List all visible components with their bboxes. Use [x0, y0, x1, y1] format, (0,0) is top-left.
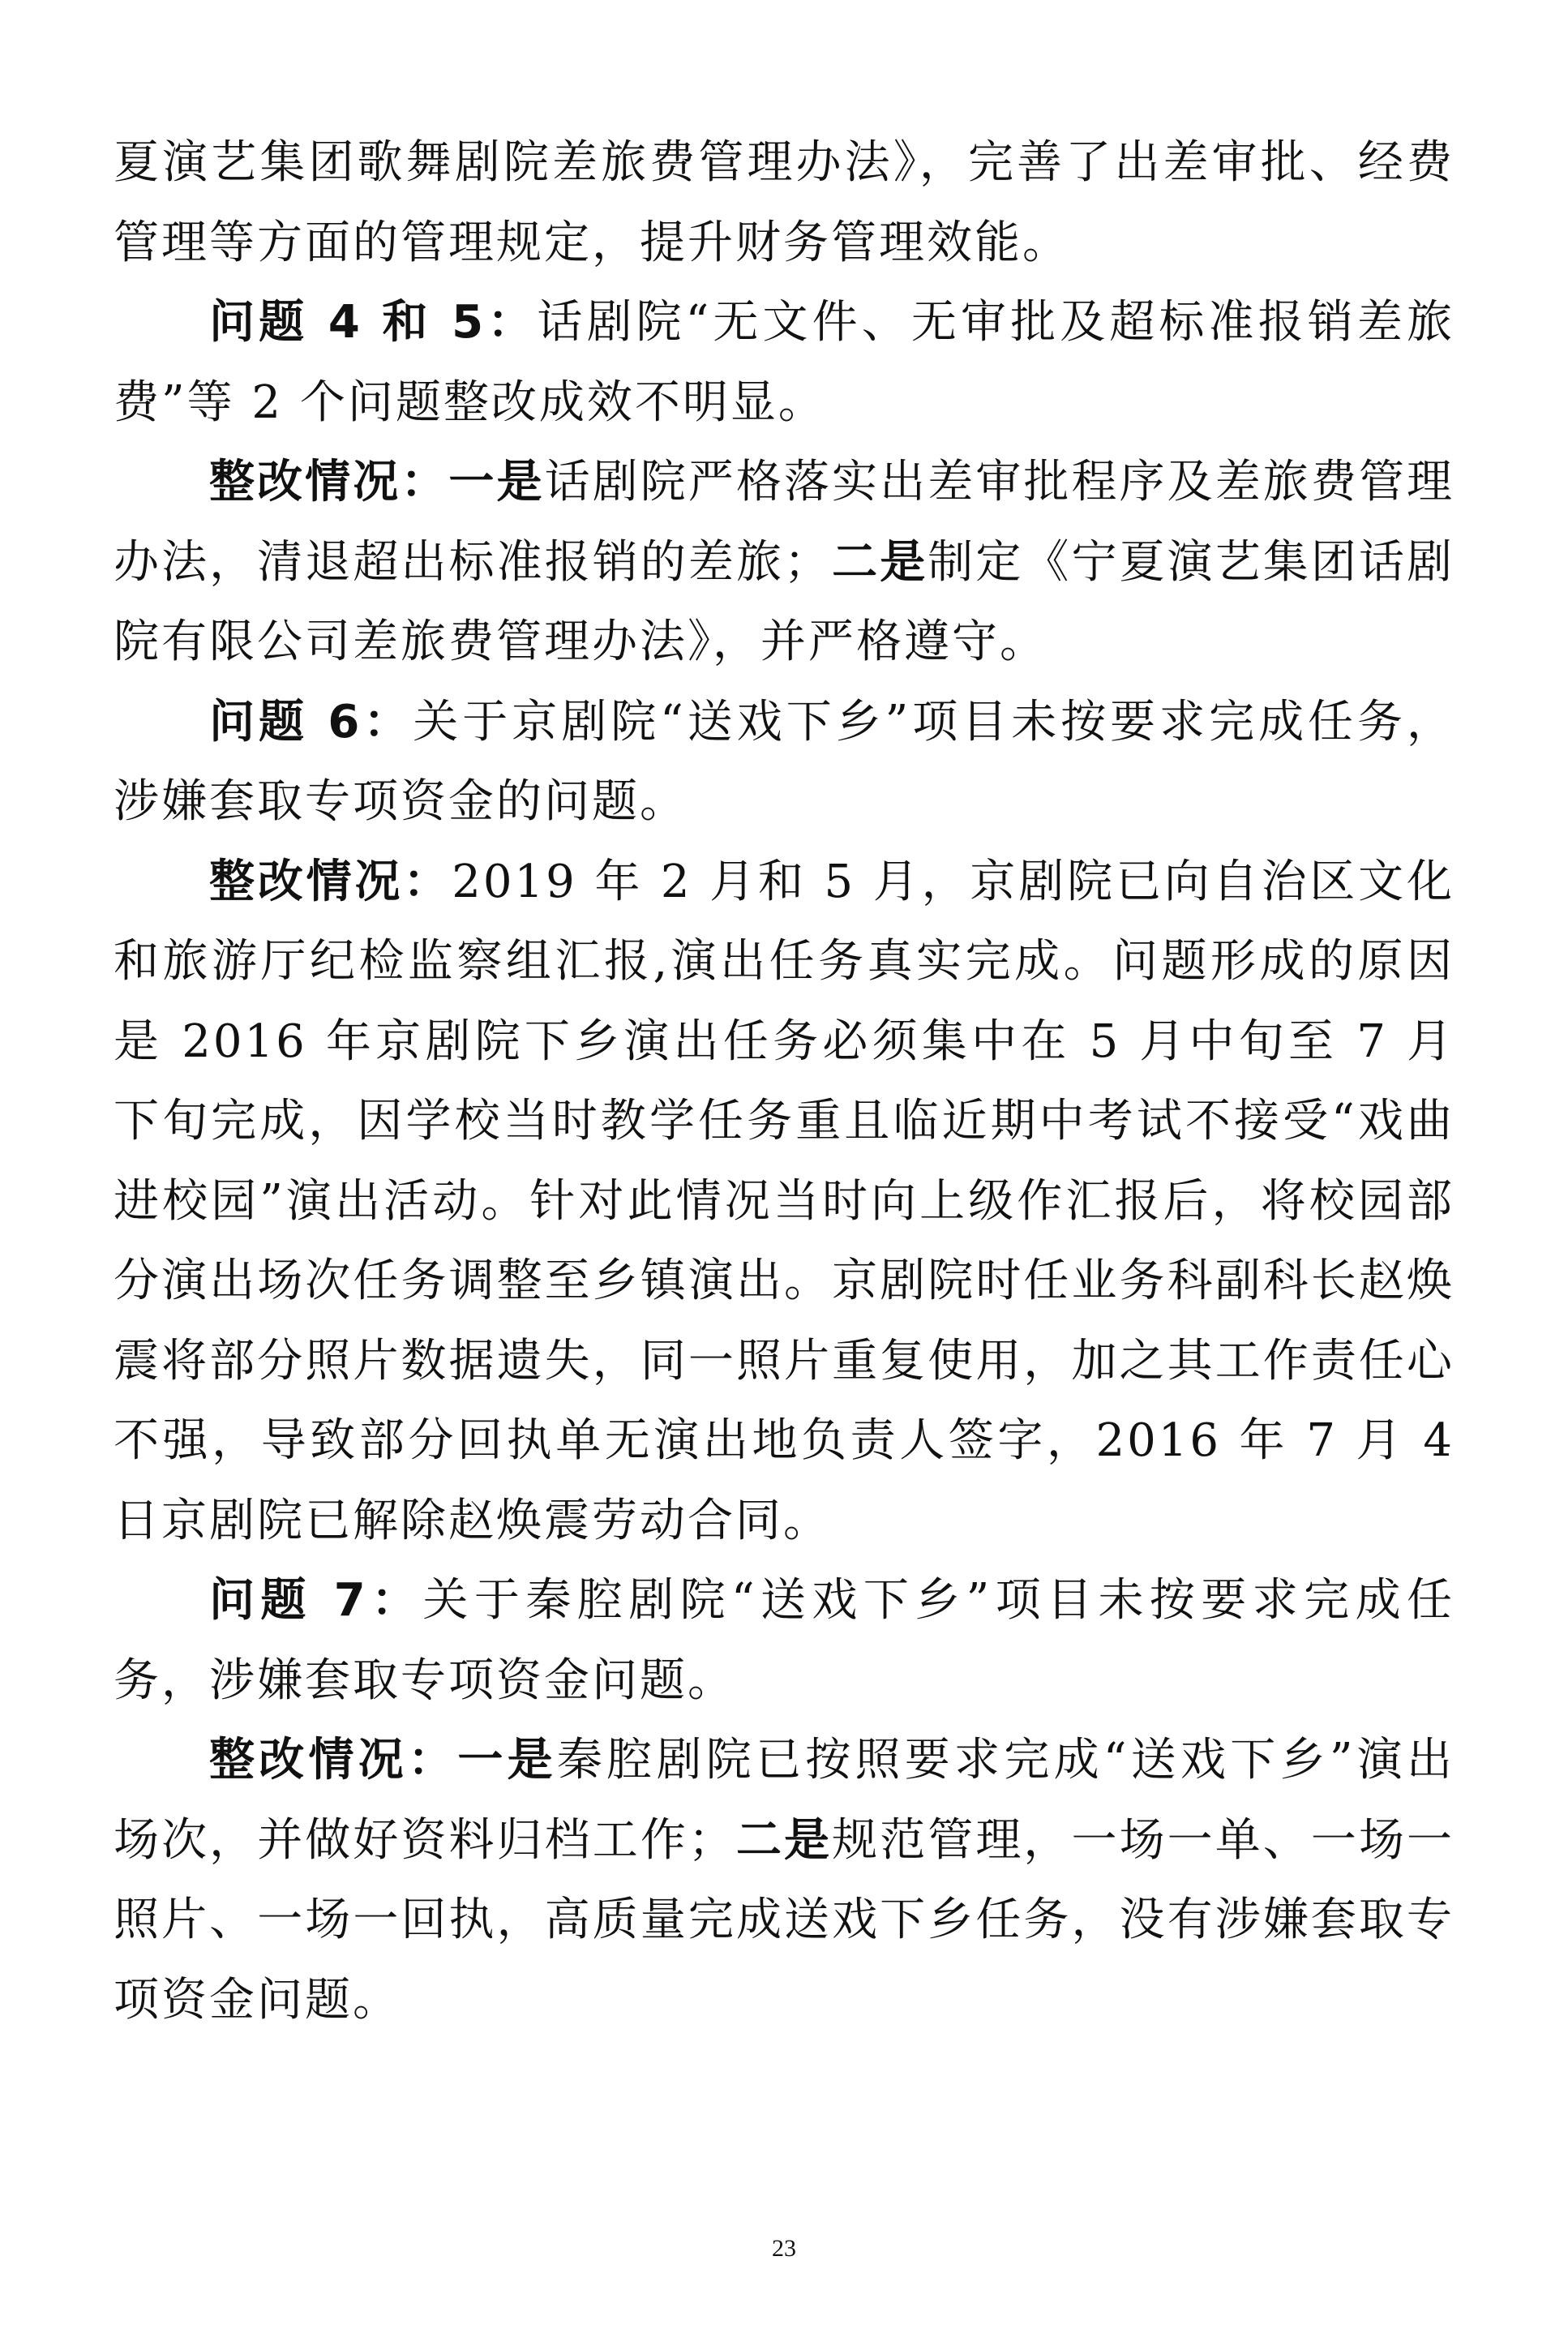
issue-heading: 问题 4 和 5：	[209, 296, 538, 349]
paragraph-rectification-4-5	[114, 443, 1454, 683]
paragraph-issue-6	[114, 683, 1454, 843]
rectification-heading: 整改情况：	[209, 456, 449, 508]
paragraph-text: 关于京剧院“送戏下乡”项目未按要求完成任务，涉嫌套取专项资金的问题。	[114, 695, 1454, 828]
enumeration-marker: 一是	[448, 456, 545, 508]
rectification-heading: 整改情况：	[209, 1734, 458, 1787]
issue-heading: 问题 6：	[209, 695, 413, 748]
paragraph-rectification-6	[114, 843, 1454, 1562]
page-number: 23	[772, 2235, 796, 2262]
paragraph-continuation	[114, 123, 1454, 283]
paragraph-text: 话剧院严格落实出差审批程序及差旅费管理办法，清退超出标准报销的差旅；	[114, 456, 1455, 589]
issue-heading: 问题 7：	[209, 1574, 423, 1627]
rectification-heading: 整改情况：	[209, 855, 452, 908]
enumeration-marker: 二是	[832, 535, 928, 589]
paragraph-issue-7	[114, 1561, 1454, 1721]
enumeration-marker: 一是	[457, 1734, 557, 1787]
paragraph-text: 话剧院“无文件、无审批及超标准报销差旅费”等 2 个问题整改成效不明显。	[114, 296, 1454, 429]
paragraph-text: 制定《宁夏演艺集团话剧院有限公司差旅费管理办法》，并严格遵守。	[114, 535, 1455, 668]
paragraph-text: 秦腔剧院已按照要求完成“送戏下乡”演出场次，并做好资料归档工作；	[114, 1734, 1455, 1867]
paragraph-text: 规范管理，一场一单、一场一照片、一场一回执，高质量完成送戏下乡任务，没有涉嫌套取专项资金问题。	[114, 1813, 1455, 2027]
paragraph-issue-4-5	[114, 283, 1454, 443]
document-body	[114, 123, 1454, 2040]
paragraph-rectification-7	[114, 1721, 1454, 2040]
paragraph-text: 夏演艺集团歌舞剧院差旅费管理办法》，完善了出差审批、经费管理等方面的管理规定，提升财务管理效能。	[114, 136, 1454, 269]
paragraph-text: 关于秦腔剧院“送戏下乡”项目未按要求完成任务，涉嫌套取专项资金问题。	[114, 1574, 1454, 1707]
enumeration-marker: 二是	[735, 1813, 833, 1867]
paragraph-text: 2019 年 2 月和 5 月，京剧院已向自治区文化和旅游厅纪检监察组汇报,演出任务真实完成。问题形成的原因是 2016 年京剧院下乡演出任务必须集中在 5 月中旬至 7 月下旬完成，因学校当时教学任务重且临近期中考试不接受“戏曲进校园”演出活动。针对此情况当时向上级作汇报后，将校园部分演出场次任务调整至乡镇演出。京剧院时任业务科副科长赵焕震将部分照片数据遗失，同一照片重复使用，加之其工作责任心不强，导致部分回执单无演出地负责人签字，2016 年 7 月 4 日京剧院已解除赵焕震劳动合同。	[114, 855, 1455, 1547]
